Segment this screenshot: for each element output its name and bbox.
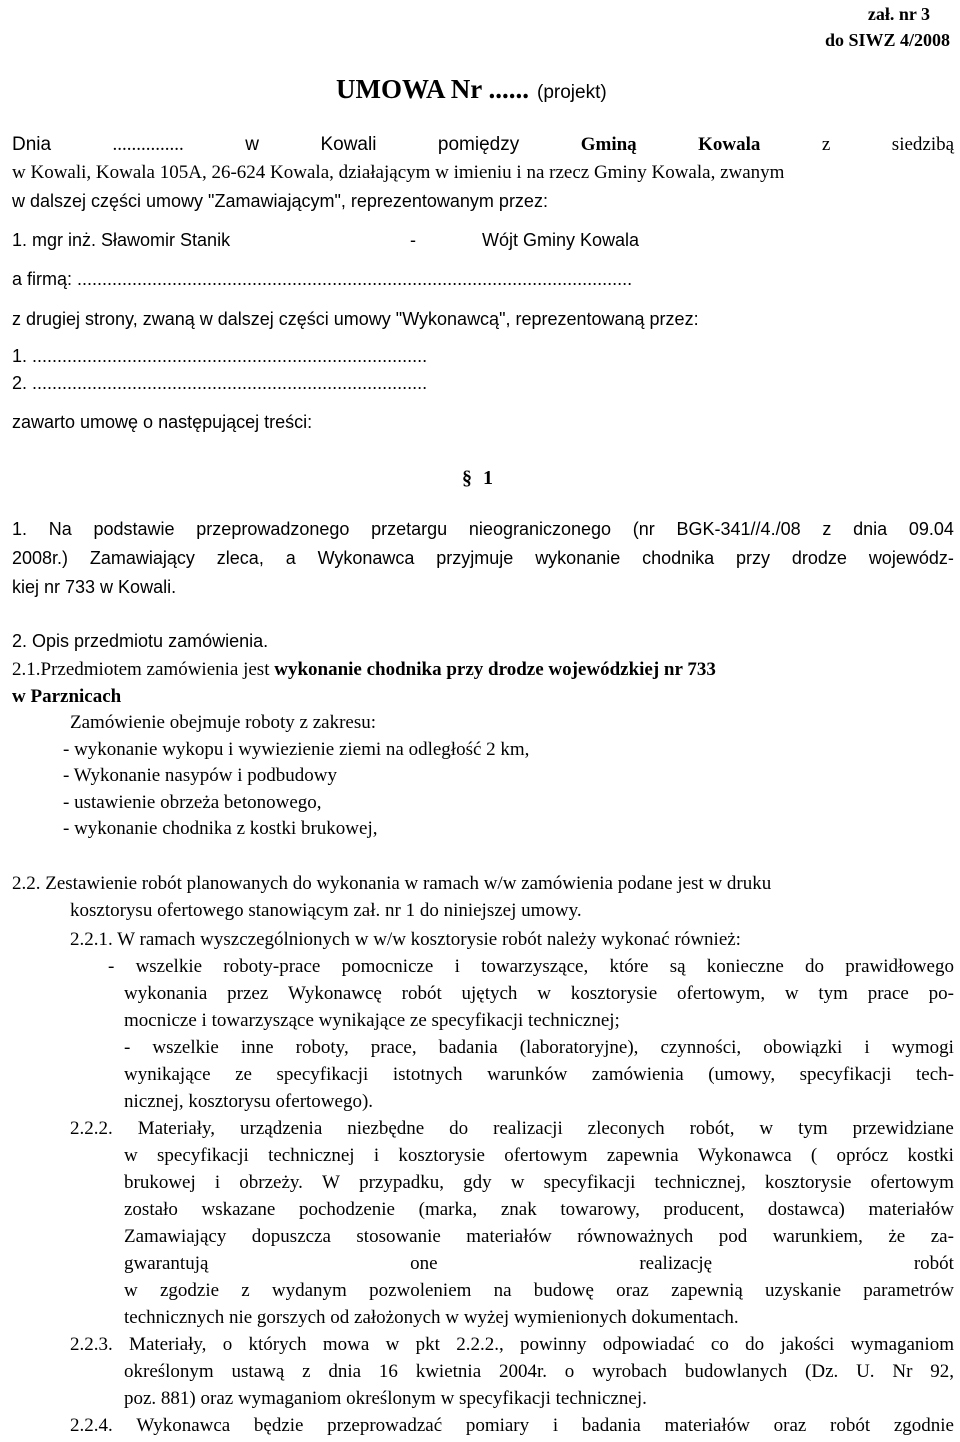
- word: zamówienia: [591, 1064, 684, 1085]
- word: Wykonawca: [317, 548, 415, 568]
- word: kwietnia: [415, 1361, 482, 1382]
- word: przetargu: [371, 519, 448, 539]
- scope-item-3: - ustawienie obrzeża betonowego,: [63, 792, 322, 813]
- word: do: [745, 1334, 765, 1355]
- word: przypadku,: [359, 1172, 445, 1193]
- word: urządzenia: [240, 1118, 323, 1139]
- word: tym: [798, 1118, 828, 1139]
- word: roboty,: [295, 1037, 349, 1058]
- word: przyjmuje: [436, 548, 514, 568]
- word: warunkiem,: [772, 1226, 863, 1247]
- contractor-firm: a firmą: ...............................................................................................................: [12, 269, 633, 289]
- scope-heading: 2. Opis przedmiotu zamówienia.: [12, 631, 269, 651]
- section-number: 1: [483, 467, 493, 489]
- word: producent,: [663, 1199, 745, 1220]
- title-main: UMOWA Nr ......: [336, 74, 529, 104]
- intro-dnia: Dnia: [12, 134, 52, 155]
- word: zapewnia: [606, 1145, 679, 1166]
- word: w: [510, 1172, 525, 1193]
- word: Nr: [892, 1361, 913, 1382]
- word: technicznej,: [654, 1172, 746, 1193]
- intro-line-1: [12, 134, 954, 156]
- para-2-2-2-line-3: [124, 1172, 954, 1194]
- word: że: [888, 1226, 906, 1247]
- para1-line-3: kiej nr 733 w Kowali.: [12, 577, 177, 597]
- word: wykonanie: [535, 548, 621, 568]
- word: powinny: [520, 1334, 587, 1355]
- para-2-2-1-b-line-2: [124, 1064, 954, 1086]
- word: specyfikacji: [276, 1064, 369, 1085]
- word: kosztorysie: [764, 1172, 852, 1193]
- para-2-2-line-1: 2.2. Zestawienie robót planowanych do wykonania w ramach w/w zamówienia podane jest w druku: [12, 873, 772, 894]
- word: (Dz.: [805, 1361, 839, 1382]
- para-2-2-2-line-7: [124, 1280, 954, 1302]
- word: podstawie: [93, 519, 175, 539]
- word: Materiały,: [137, 1118, 216, 1139]
- word: przewidziane: [852, 1118, 954, 1139]
- word: wynikające: [124, 1064, 211, 1085]
- word: pochodzenie: [298, 1199, 395, 1220]
- word: istotnych: [392, 1064, 463, 1085]
- word: ze: [235, 1064, 252, 1085]
- word: tym: [818, 983, 848, 1004]
- word: kosztorysie: [398, 1145, 485, 1166]
- para-2-2-1-a-line-1: [108, 956, 954, 978]
- para-2-2-1-line-1: 2.2.1. W ramach wyszczególnionych w w/w kosztorysie robót należy wykonać również:: [70, 929, 741, 950]
- word: znak: [500, 1199, 537, 1220]
- word: Na: [48, 519, 72, 539]
- word: brukowej: [124, 1172, 196, 1193]
- scope-2-1-line-1: [12, 659, 716, 681]
- word: z: [241, 1280, 250, 1301]
- title-sub: (projekt): [537, 82, 607, 103]
- word: robót,: [689, 1118, 735, 1139]
- representative-role: Wójt Gminy Kowala: [482, 230, 640, 250]
- word: w: [537, 983, 551, 1004]
- word: (laboratoryjne),: [519, 1037, 639, 1058]
- para-2-2-3-line-1: [70, 1334, 954, 1356]
- intro-w: w: [245, 134, 259, 155]
- word: w: [124, 1145, 138, 1166]
- para-2-2-2-line-5: [124, 1226, 954, 1248]
- word: materiałów: [868, 1199, 954, 1220]
- word: a: [285, 548, 296, 568]
- word: 2.2.2.,: [456, 1334, 504, 1355]
- word: technicznej: [268, 1145, 355, 1166]
- word: specyfikacji: [799, 1064, 892, 1085]
- word: pomocnicze: [341, 956, 434, 977]
- word: pkt: [415, 1334, 440, 1355]
- word: kosztorysie: [570, 983, 658, 1004]
- scope-item-1: - wykonanie wykopu i wywiezienie ziemi na odległość 2 km,: [63, 739, 530, 760]
- word: prawidłowego: [845, 956, 954, 977]
- word: W: [322, 1172, 340, 1193]
- word: badania: [581, 1415, 641, 1436]
- word: realizacji: [493, 1118, 563, 1139]
- word: realizację: [639, 1253, 713, 1274]
- word: do: [805, 956, 825, 977]
- word: 2.2.3.: [70, 1334, 113, 1355]
- word: wszelkie: [135, 956, 203, 977]
- word: prace: [867, 983, 909, 1004]
- scope-item-2: - Wykonanie nasypów i podbudowy: [63, 765, 337, 786]
- word: w: [759, 1118, 774, 1139]
- word: chodnika: [642, 548, 715, 568]
- word: budowę: [533, 1280, 594, 1301]
- word: co: [710, 1334, 729, 1355]
- para-2-2-1-b-line-1: [124, 1037, 954, 1059]
- word: wojewódz-: [868, 548, 954, 568]
- word: konieczne: [706, 956, 784, 977]
- word: odpowiadać: [602, 1334, 695, 1355]
- word: o: [564, 1361, 575, 1382]
- word: 16: [378, 1361, 398, 1382]
- word: (nr: [632, 519, 655, 539]
- word: wydanym: [271, 1280, 347, 1301]
- word: materiałów: [664, 1415, 750, 1436]
- word: dnia: [853, 519, 888, 539]
- para1-line-2: [12, 548, 954, 569]
- word: towarowy,: [560, 1199, 640, 1220]
- section-symbol: §: [462, 467, 472, 489]
- para1-line-1: [12, 519, 954, 540]
- intro-line-3: w dalszej części umowy "Zamawiającym", reprezentowanym przez:: [12, 191, 548, 211]
- word: wymaganiom: [850, 1334, 954, 1355]
- word: będzie: [253, 1415, 304, 1436]
- word: uzyskanie: [765, 1280, 842, 1301]
- word: niezbędne: [347, 1118, 425, 1139]
- word: jakości: [780, 1334, 835, 1355]
- representative-name: 1. mgr inż. Sławomir Stanik: [12, 230, 231, 250]
- word: do: [449, 1118, 469, 1139]
- word: budowlanych: [684, 1361, 788, 1382]
- word: robót: [401, 983, 442, 1004]
- word: których: [248, 1334, 307, 1355]
- word: Wykonawcę: [288, 983, 382, 1004]
- word: Zamawiający: [124, 1226, 227, 1247]
- scope-intro: Zamówienie obejmuje roboty z zakresu:: [70, 712, 377, 733]
- word: 2004r.: [498, 1361, 547, 1382]
- scope-2-1-subject: wykonanie chodnika przy drodze wojewódzkiej nr 733: [274, 659, 716, 680]
- para-2-2-3-line-3: poz. 881) oraz wymaganiom określonym w specyfikacji technicznej.: [124, 1388, 647, 1409]
- word: w: [385, 1334, 400, 1355]
- word: dostawca): [767, 1199, 845, 1220]
- para-2-2-2-line-2: [124, 1145, 954, 1167]
- word: dnia: [328, 1361, 362, 1382]
- word: robót: [913, 1253, 954, 1274]
- word: i: [373, 1145, 380, 1166]
- word: zleca,: [216, 548, 264, 568]
- word: drodze: [791, 548, 847, 568]
- intro-kowala: Kowala: [698, 134, 761, 155]
- word: specyfikacji: [157, 1145, 249, 1166]
- word: w: [784, 983, 799, 1004]
- word: tech-: [916, 1064, 954, 1085]
- word: kostki: [907, 1145, 954, 1166]
- representative-dash: -: [410, 230, 416, 250]
- para-2-2-2-line-8: technicznych nie gorszych od założonych w wyżej wymienionych dokumentach.: [124, 1307, 739, 1328]
- para-2-2-line-2: kosztorysu ofertowego stanowiącym zał. nr 1 do niniejszej umowy.: [70, 900, 582, 921]
- word: Wykonawca: [136, 1415, 231, 1436]
- para-2-2-2-line-1: [70, 1118, 954, 1140]
- word: towarzyszące,: [481, 956, 589, 977]
- word: pomiary: [465, 1415, 530, 1436]
- word: pod: [718, 1226, 748, 1247]
- siwz-label: do SIWZ 4/2008: [824, 30, 950, 50]
- contractor-rep-1: 1. ...............................................................................: [12, 346, 428, 366]
- section-heading: [462, 467, 493, 490]
- word: pozwoleniem: [369, 1280, 472, 1301]
- word: czynności,: [660, 1037, 742, 1058]
- word: nieograniczonego: [468, 519, 612, 539]
- word: Materiały,: [129, 1334, 207, 1355]
- intro-siedziba: siedzibą: [891, 134, 955, 155]
- para-2-2-1-a-line-2: [124, 983, 954, 1005]
- word: ofertowym: [870, 1172, 954, 1193]
- word: obowiązki: [763, 1037, 843, 1058]
- word: 2008r.): [12, 548, 69, 568]
- para-2-2-1-a-line-3: mocnicze i towarzyszące wynikające ze specyfikacji technicznej;: [124, 1010, 620, 1031]
- word: z: [822, 519, 832, 539]
- word: 2.2.2.: [70, 1118, 113, 1139]
- word: wszelkie: [152, 1037, 219, 1058]
- word: równoważnych: [577, 1226, 694, 1247]
- para-2-2-3-line-2: [124, 1361, 954, 1383]
- word: zgodzie: [159, 1280, 220, 1301]
- word: przez: [227, 983, 269, 1004]
- word: warunków: [487, 1064, 568, 1085]
- word: ujętych: [461, 983, 518, 1004]
- document-title: [336, 74, 607, 105]
- word: za-: [930, 1226, 954, 1247]
- word: obrzeży.: [239, 1172, 303, 1193]
- word: wymogi: [891, 1037, 954, 1058]
- word: badania: [438, 1037, 498, 1058]
- concluded-statement: zawarto umowę o następującej treści:: [12, 412, 313, 432]
- word: Zamawiający: [89, 548, 195, 568]
- intro-z: z: [821, 134, 831, 155]
- word: mowa: [322, 1334, 370, 1355]
- word: roboty-prace: [223, 956, 321, 977]
- word: po-: [928, 983, 954, 1004]
- word: zgodnie: [893, 1415, 954, 1436]
- word: oraz: [773, 1415, 807, 1436]
- word: z: [302, 1361, 311, 1382]
- word: prace,: [370, 1037, 417, 1058]
- attachment-label: zał. nr 3: [867, 4, 930, 24]
- para-2-2-1-b-line-3: nicznej, kosztorysu ofertowego).: [124, 1091, 374, 1112]
- para-2-2-4-line-1: [70, 1415, 954, 1437]
- word: zapewnią: [671, 1280, 743, 1301]
- word: zostało: [124, 1199, 178, 1220]
- word: które: [609, 956, 649, 977]
- word: dopuszcza: [251, 1226, 331, 1247]
- scope-item-4: - wykonanie chodnika z kostki brukowej,: [63, 818, 378, 839]
- word: oraz: [616, 1280, 649, 1301]
- word: ofertowym,: [677, 983, 766, 1004]
- word: robót: [830, 1415, 871, 1436]
- intro-kowali: Kowali: [320, 134, 377, 155]
- word: i: [864, 1037, 870, 1058]
- word: gdy: [463, 1172, 492, 1193]
- word: przeprowadzać: [327, 1415, 443, 1436]
- word: i: [454, 956, 460, 977]
- word: Wykonawca: [697, 1145, 792, 1166]
- word: zleconych: [587, 1118, 665, 1139]
- scope-2-1-location: w Parznicach: [12, 686, 122, 707]
- word: przeprowadzonego: [196, 519, 350, 539]
- word: 1.: [12, 519, 28, 539]
- word: (umowy,: [708, 1064, 776, 1085]
- para-2-2-2-line-4: [124, 1199, 954, 1221]
- word: materiałów: [466, 1226, 552, 1247]
- word: -: [124, 1037, 131, 1058]
- contractor-description: z drugiej strony, zwaną w dalszej części umowy "Wykonawcą", reprezentowaną przez:: [12, 309, 699, 329]
- word: 2.2.4.: [70, 1415, 113, 1436]
- word: wskazane: [201, 1199, 276, 1220]
- word: na: [493, 1280, 512, 1301]
- para-2-2-2-line-6: [124, 1253, 954, 1275]
- word: wyrobach: [592, 1361, 668, 1382]
- word: i: [214, 1172, 221, 1193]
- word: wykonania: [124, 983, 208, 1004]
- intro-pomiedzy: pomiędzy: [437, 134, 520, 155]
- contractor-rep-2: 2. ...............................................................................: [12, 373, 428, 393]
- word: ofertowym: [504, 1145, 588, 1166]
- word: w: [124, 1280, 138, 1301]
- intro-gmina: Gminą: [580, 134, 637, 155]
- word: ustawą: [231, 1361, 285, 1382]
- scope-2-1-prefix: 2.1.Przedmiotem zamówienia jest: [12, 659, 275, 680]
- word: przy: [736, 548, 771, 568]
- word: 09.04: [908, 519, 954, 539]
- word: oprócz: [836, 1145, 889, 1166]
- word: specyfikacji: [543, 1172, 636, 1193]
- word: inne: [240, 1037, 274, 1058]
- word: parametrów: [863, 1280, 954, 1301]
- word: 92,: [930, 1361, 954, 1382]
- word: i: [552, 1415, 559, 1436]
- word: o: [222, 1334, 233, 1355]
- word: (: [810, 1145, 818, 1166]
- word: określonym: [124, 1361, 214, 1382]
- word: -: [108, 956, 115, 977]
- word: U.: [856, 1361, 875, 1382]
- word: (marka,: [418, 1199, 478, 1220]
- word: BGK-341//4./08: [676, 519, 801, 539]
- intro-dots: ...............: [112, 134, 184, 155]
- word: są: [669, 956, 686, 977]
- word: one: [410, 1253, 438, 1274]
- intro-line-2: w Kowali, Kowala 105A, 26-624 Kowala, działającym w imieniu i na rzecz Gminy Kowala, zwanym: [12, 162, 785, 183]
- word: gwarantują: [124, 1253, 209, 1274]
- word: stosowanie: [356, 1226, 441, 1247]
